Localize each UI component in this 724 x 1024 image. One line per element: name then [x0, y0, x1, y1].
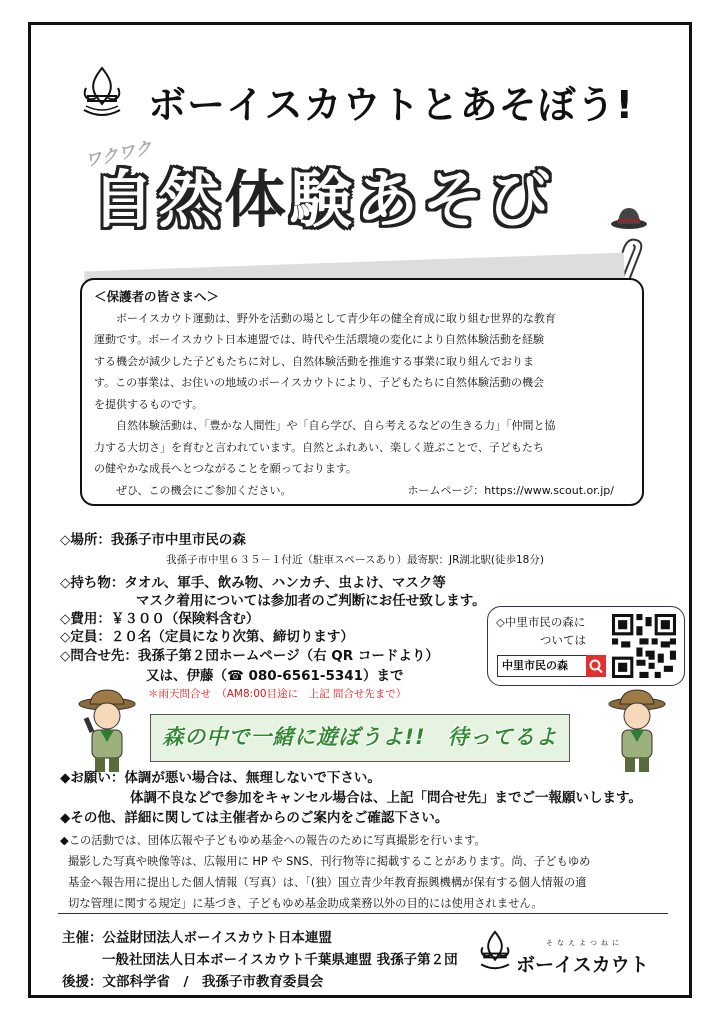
divider	[58, 913, 668, 914]
notice-heading: ＜保護者の皆さまへ＞	[94, 289, 220, 304]
notice-footer	[94, 480, 632, 502]
contact-line: ◇問合せ先：我孫子第２団ホームページ（右 QR コードより）	[60, 648, 439, 664]
photo-line: 基金へ報告用に提出した個人情報（写真）は、「(独）国立青少年教育振興機構が保有する個人情報の適	[68, 876, 587, 889]
request-line: ◆お願い：体調が悪い場合は、無理しないで下さい。	[60, 770, 381, 786]
supporter: 後援：文部科学省 / 我孫子市教育委員会	[62, 974, 324, 990]
fee-line: ◇費用：￥３００（保険料含む）	[60, 611, 260, 627]
items-note: マスク着用については参加者のご判断にお任せ致します。	[136, 593, 486, 609]
notice-line: を提供するものです。	[94, 397, 204, 411]
photo-notice	[60, 830, 680, 914]
notice-line: ボーイスカウト運動は、野外を活動の場として青少年の健全育成に取り組む世界的な教育	[116, 311, 556, 325]
hat-icon	[610, 204, 648, 230]
logo-motto: そなえよつねに	[546, 939, 623, 947]
photo-line: 撮影した写真や映像等は、広報用に HP や SNS、刊行物等に掲載することがあります。尚、子どもゆめ	[68, 855, 591, 868]
photo-line: ◆この活動では、団体広報や子どもゆめ基金への報告のために写真撮影を行います。	[60, 834, 486, 847]
organizer-2: 一般社団法人日本ボーイスカウト千葉県連盟 我孫子第２団	[102, 952, 458, 968]
invite-banner: 森の中で一緒に遊ぼうよ!! 待ってるよ	[150, 714, 570, 762]
subtitle-part-2: 体	[224, 163, 291, 236]
notice-line: する機会が減少した子どもたちに対し、自然体験活動を推進する事業に取り組んでおりま	[94, 354, 534, 368]
scout-character-left-icon	[74, 688, 140, 774]
capacity-line: ◇定員：２０名（定員になり次第、締切ります）	[60, 629, 354, 645]
waku-label: ワクワク	[83, 138, 154, 172]
contact-phone: 又は、伊藤（☎ 080-6561-5341）まで	[146, 668, 404, 684]
subtitle-part-3: 験	[290, 163, 357, 236]
notice-invite: ぜひ、この機会にご参加ください。	[116, 483, 292, 497]
qr-code-icon[interactable]	[612, 614, 676, 678]
logo-name: ボーイスカウト	[516, 954, 649, 976]
subtitle-part-4: あそび	[356, 163, 555, 236]
qr-box-line2: ついては	[540, 633, 586, 647]
place-line: ◇場所：我孫子市中里市民の森	[60, 532, 246, 548]
notice-line: の健やかな成長へとつながることを願っております。	[94, 462, 357, 475]
scout-emblem-icon	[80, 66, 124, 122]
subtitle-part-1: 自然	[92, 163, 225, 236]
search-box[interactable]: 中里市民の森	[497, 655, 605, 677]
scout-logo-icon	[478, 930, 512, 974]
search-icon	[586, 655, 606, 677]
notice-box	[80, 278, 644, 506]
homepage-link[interactable]: ホームページ：https://www.scout.or.jp/	[407, 483, 614, 497]
items-line: ◇持ち物：タオル、軍手、飲み物、ハンカチ、虫よけ、マスク等	[60, 575, 446, 591]
scout-character-right-icon	[604, 688, 670, 774]
organizer: 主催：公益財団法人ボーイスカウト日本連盟	[62, 930, 332, 946]
notice-line: 力する大切さ」を育むと言われています。自然とふれあい、楽しく遊ぶことで、子どもたち	[94, 440, 544, 454]
subtitle	[92, 150, 554, 239]
other-line: ◆その他、詳細に関しては主催者からのご案内をご確認下さい。	[60, 810, 449, 826]
request-cancel: 体調不良などで参加をキャンセル場合は、上記「問合せ先」までご一報願いします。	[130, 790, 642, 806]
qr-box-line1: ◇中里市民の森に	[496, 615, 586, 629]
notice-line: す。この事業は、お住いの地域のボーイスカウトにより、子どもたちに自然体験活動の機会	[94, 376, 545, 389]
search-button[interactable]	[586, 655, 606, 677]
photo-line: 切な管理に関する規定」に基づき、子どもゆめ基金助成業務以外の目的には使用されません。	[68, 897, 543, 910]
main-title: ボーイスカウトとあそぼう!	[148, 83, 634, 127]
rain-note: ＊雨天問合せ （AM8:00目途に 上記 問合せ先まで）	[148, 688, 407, 700]
notice-line: 運動です。ボーイスカウト日本連盟では、時代や生活環境の変化により自然体験活動を経験	[94, 333, 545, 346]
notice-line: 自然体験活動は、「豊かな人間性」や「自ら学び、自ら考えるなどの生きる力」「仲間と協	[116, 419, 556, 432]
place-detail: 我孫子市中里６３５－１付近（駐車スペースあり）最寄駅：JR湖北駅(徒歩18分)	[166, 554, 544, 566]
